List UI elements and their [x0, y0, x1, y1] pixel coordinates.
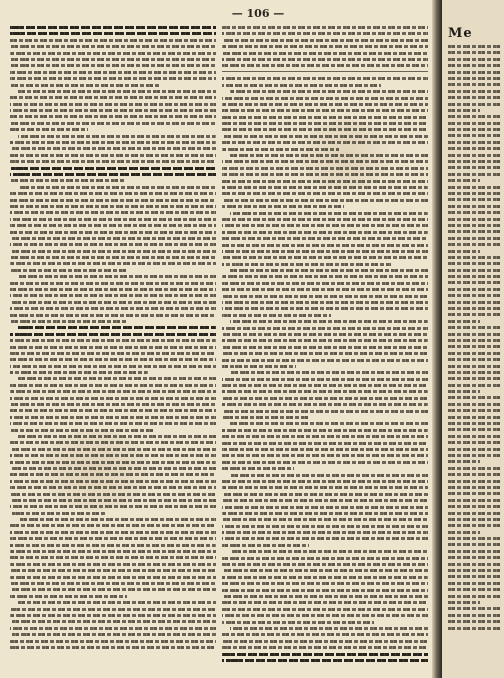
text-line	[230, 320, 428, 323]
text-line	[10, 269, 127, 272]
text-line	[222, 608, 428, 611]
text-line	[448, 109, 480, 112]
text-line	[448, 467, 502, 470]
text-line	[10, 409, 216, 412]
text-line	[10, 199, 216, 202]
text-line	[448, 390, 480, 393]
text-line	[222, 45, 428, 48]
text-line	[448, 396, 502, 399]
text-line	[10, 358, 216, 361]
text-line	[222, 576, 428, 579]
text-line	[448, 384, 502, 387]
text-line	[10, 588, 216, 591]
text-line	[448, 403, 502, 406]
text-line	[10, 454, 216, 457]
text-line	[448, 499, 502, 502]
text-line	[18, 435, 216, 438]
text-line	[222, 58, 428, 61]
text-line	[448, 601, 480, 604]
text-line	[222, 173, 428, 176]
text-line	[10, 26, 216, 29]
text-line	[222, 339, 428, 342]
text-line	[222, 589, 428, 592]
text-line	[10, 569, 216, 572]
text-line	[448, 582, 502, 585]
text-line	[448, 320, 480, 323]
text-line	[448, 243, 502, 246]
text-line	[222, 595, 428, 598]
text-line	[222, 499, 428, 502]
text-line	[448, 550, 502, 553]
text-line	[222, 160, 428, 163]
text-line	[448, 115, 502, 118]
text-line	[230, 212, 428, 215]
text-line	[448, 275, 502, 278]
text-line	[222, 250, 428, 253]
text-line	[222, 103, 428, 106]
text-line	[448, 460, 480, 463]
text-line	[10, 211, 216, 214]
text-line	[230, 269, 428, 272]
text-line	[448, 537, 502, 540]
text-line	[10, 371, 148, 374]
text-line	[448, 301, 502, 304]
text-line	[18, 377, 216, 380]
text-line	[10, 429, 154, 432]
text-line	[448, 205, 502, 208]
column-left	[10, 26, 216, 658]
text-line	[448, 128, 502, 131]
text-line	[10, 512, 105, 515]
text-line	[448, 71, 502, 74]
text-line	[448, 90, 502, 93]
text-line	[448, 58, 502, 61]
text-line	[448, 627, 502, 630]
text-line	[10, 550, 216, 553]
text-line	[222, 199, 428, 202]
text-line	[10, 103, 216, 106]
text-line	[10, 179, 125, 182]
text-line	[222, 218, 428, 221]
text-line	[222, 84, 381, 87]
text-line	[10, 416, 216, 419]
text-line	[10, 224, 216, 227]
text-line	[448, 454, 502, 457]
text-line	[448, 288, 502, 291]
text-line	[222, 288, 428, 291]
text-line	[448, 77, 502, 80]
text-line	[10, 493, 216, 496]
text-line	[10, 77, 216, 80]
text-line	[222, 518, 428, 521]
text-line	[10, 282, 216, 285]
text-line	[10, 167, 216, 170]
text-line	[10, 537, 216, 540]
text-line	[448, 230, 502, 233]
text-line	[10, 397, 216, 400]
text-line	[448, 345, 502, 348]
text-line	[448, 250, 480, 253]
text-line	[448, 224, 502, 227]
text-line	[222, 52, 428, 55]
text-line	[448, 179, 480, 182]
text-line	[230, 90, 428, 93]
text-line	[10, 486, 216, 489]
text-line	[222, 148, 339, 151]
text-line	[10, 461, 216, 464]
text-line	[222, 448, 428, 451]
text-line	[222, 365, 296, 368]
text-line	[10, 633, 216, 636]
column-middle	[222, 26, 428, 666]
text-line	[448, 218, 502, 221]
text-line	[230, 154, 428, 157]
text-line	[10, 218, 216, 221]
text-line	[10, 333, 216, 336]
text-line	[10, 403, 216, 406]
text-line	[222, 116, 428, 119]
text-line	[18, 326, 216, 329]
text-line	[448, 307, 502, 310]
text-line	[10, 473, 216, 476]
text-line	[10, 173, 216, 176]
text-line	[448, 211, 502, 214]
text-line	[10, 422, 216, 425]
text-line	[18, 90, 216, 93]
text-line	[448, 186, 502, 189]
text-line	[10, 205, 216, 208]
text-line	[448, 448, 502, 451]
text-line	[222, 537, 428, 540]
text-line	[222, 646, 428, 649]
text-line	[10, 243, 216, 246]
text-line	[10, 576, 216, 579]
text-line	[222, 282, 428, 285]
text-line	[10, 237, 216, 240]
text-line	[222, 327, 428, 330]
text-line	[10, 250, 216, 253]
text-line	[222, 256, 428, 259]
column-divider	[222, 71, 428, 72]
text-line	[10, 122, 216, 125]
text-line	[222, 39, 428, 42]
text-line	[448, 614, 502, 617]
text-line	[18, 135, 216, 138]
text-line	[10, 71, 216, 74]
text-line	[222, 390, 428, 393]
text-line	[10, 441, 216, 444]
text-line	[10, 556, 216, 559]
text-line	[222, 461, 428, 464]
text-line	[222, 307, 428, 310]
text-line	[222, 180, 428, 183]
text-line	[222, 563, 428, 566]
text-line	[448, 313, 502, 316]
text-line	[448, 198, 502, 201]
text-line	[10, 499, 216, 502]
text-line	[222, 569, 428, 572]
text-line	[448, 371, 502, 374]
text-line	[448, 339, 502, 342]
text-line	[18, 186, 216, 189]
text-line	[222, 378, 428, 381]
text-line	[222, 659, 428, 662]
text-line	[448, 480, 502, 483]
text-line	[222, 231, 428, 234]
text-line	[10, 582, 216, 585]
page-spine	[432, 0, 442, 678]
text-line	[448, 505, 502, 508]
text-line	[10, 640, 216, 643]
text-line	[10, 160, 216, 163]
text-line	[222, 122, 428, 125]
text-line	[222, 314, 331, 317]
text-line	[10, 262, 216, 265]
text-line	[222, 32, 428, 35]
text-line	[448, 435, 502, 438]
text-line	[10, 154, 216, 157]
text-line	[448, 416, 502, 419]
text-line	[10, 128, 88, 131]
text-line	[10, 256, 216, 259]
text-line	[222, 64, 428, 67]
text-line	[10, 109, 216, 112]
text-line	[448, 575, 502, 578]
text-line	[448, 556, 502, 559]
text-line	[10, 646, 216, 649]
text-line	[448, 122, 502, 125]
text-line	[222, 621, 374, 624]
text-line	[448, 160, 502, 163]
text-line	[222, 506, 428, 509]
text-line	[222, 244, 428, 247]
text-line	[10, 467, 216, 470]
text-line	[448, 409, 502, 412]
text-line	[10, 64, 216, 67]
text-line	[10, 620, 216, 623]
text-line	[10, 115, 216, 118]
text-line	[448, 256, 502, 259]
text-line	[10, 39, 216, 42]
text-line	[448, 569, 502, 572]
text-line	[448, 281, 502, 284]
text-line	[448, 518, 502, 521]
text-line	[10, 390, 216, 393]
text-line	[18, 601, 216, 604]
text-line	[230, 474, 428, 477]
text-line	[448, 154, 502, 157]
text-line	[222, 135, 428, 138]
text-line	[10, 480, 216, 483]
text-line	[222, 410, 428, 413]
text-line	[448, 173, 502, 176]
text-line	[222, 97, 428, 100]
text-line	[10, 231, 216, 234]
text-line	[222, 295, 428, 298]
text-line	[10, 614, 216, 617]
text-line	[448, 492, 502, 495]
text-line	[222, 435, 428, 438]
text-line	[10, 96, 216, 99]
text-line	[222, 192, 428, 195]
text-line	[222, 454, 428, 457]
text-line	[222, 525, 428, 528]
text-line	[448, 486, 502, 489]
text-line	[10, 288, 216, 291]
text-line	[448, 64, 502, 67]
text-line	[222, 512, 428, 515]
text-line	[448, 543, 502, 546]
text-line	[10, 531, 216, 534]
text-line	[222, 403, 428, 406]
text-line	[222, 601, 428, 604]
text-line	[448, 422, 502, 425]
text-line	[10, 314, 216, 317]
text-line	[222, 141, 428, 144]
text-line	[222, 167, 428, 170]
text-line	[222, 614, 428, 617]
page-number: — 106 —	[231, 7, 285, 20]
text-line	[222, 109, 428, 112]
text-line	[448, 237, 502, 240]
text-line	[222, 275, 428, 278]
text-line	[448, 588, 502, 591]
text-line	[10, 192, 216, 195]
text-line	[222, 346, 428, 349]
text-line	[10, 346, 216, 349]
text-line	[448, 83, 502, 86]
text-line	[10, 365, 216, 368]
column-right	[448, 26, 502, 666]
text-line	[448, 595, 502, 598]
text-line	[448, 326, 502, 329]
text-line	[222, 633, 428, 636]
text-line	[230, 422, 428, 425]
text-line	[10, 352, 216, 355]
text-line	[448, 352, 502, 355]
column-heading: Me	[448, 26, 473, 41]
text-line	[448, 51, 502, 54]
text-line	[10, 141, 216, 144]
text-line	[448, 563, 502, 566]
text-line	[10, 32, 216, 35]
text-line	[448, 269, 502, 272]
text-line	[10, 58, 216, 61]
text-line	[222, 301, 428, 304]
text-line	[10, 524, 216, 527]
text-line	[222, 486, 428, 489]
text-line	[222, 352, 428, 355]
text-line	[448, 333, 502, 336]
text-line	[18, 518, 216, 521]
text-line	[10, 339, 216, 342]
text-line	[448, 620, 502, 623]
text-line	[448, 358, 502, 361]
text-line	[448, 141, 502, 144]
text-line	[222, 544, 309, 547]
facing-page	[442, 0, 504, 678]
text-line	[10, 307, 216, 310]
text-line	[222, 416, 309, 419]
text-line	[222, 531, 428, 534]
text-line	[222, 237, 428, 240]
text-line	[10, 563, 216, 566]
text-line	[10, 52, 216, 55]
text-line	[230, 550, 428, 553]
text-line	[448, 192, 502, 195]
text-line	[10, 45, 216, 48]
text-line	[10, 448, 216, 451]
text-line	[222, 263, 391, 266]
text-line	[222, 186, 428, 189]
text-line	[230, 371, 428, 374]
text-line	[222, 557, 428, 560]
text-line	[18, 275, 216, 278]
text-line	[448, 96, 502, 99]
text-line	[10, 608, 216, 611]
text-line	[448, 262, 502, 265]
text-line	[222, 224, 428, 227]
text-line	[448, 134, 502, 137]
text-line	[448, 607, 502, 610]
text-line	[222, 493, 428, 496]
text-line	[222, 205, 344, 208]
text-line	[10, 147, 216, 150]
text-line	[448, 103, 502, 106]
text-line	[448, 473, 502, 476]
text-line	[222, 467, 294, 470]
text-line	[222, 128, 428, 131]
text-line	[222, 429, 428, 432]
text-line	[10, 294, 216, 297]
text-line	[10, 320, 127, 323]
text-line	[222, 384, 428, 387]
text-line	[222, 653, 428, 656]
text-line	[10, 505, 216, 508]
text-line	[10, 301, 216, 304]
text-line	[448, 524, 502, 527]
text-line	[448, 45, 502, 48]
text-line	[10, 544, 216, 547]
text-line	[222, 640, 428, 643]
text-line	[448, 428, 502, 431]
text-line	[10, 595, 127, 598]
text-line	[222, 359, 428, 362]
text-line	[222, 480, 428, 483]
text-line	[448, 512, 502, 515]
text-line	[448, 365, 502, 368]
text-line	[222, 442, 428, 445]
text-line	[10, 384, 216, 387]
text-line	[230, 627, 428, 630]
text-line	[222, 26, 428, 29]
text-line	[10, 84, 160, 87]
text-line	[448, 294, 502, 297]
text-line	[222, 397, 428, 400]
text-line	[10, 627, 216, 630]
text-line	[222, 77, 428, 80]
text-line	[448, 531, 480, 534]
text-line	[448, 441, 502, 444]
text-line	[222, 582, 428, 585]
text-line	[448, 147, 502, 150]
text-line	[222, 333, 428, 336]
text-line	[448, 377, 502, 380]
text-line	[448, 166, 502, 169]
